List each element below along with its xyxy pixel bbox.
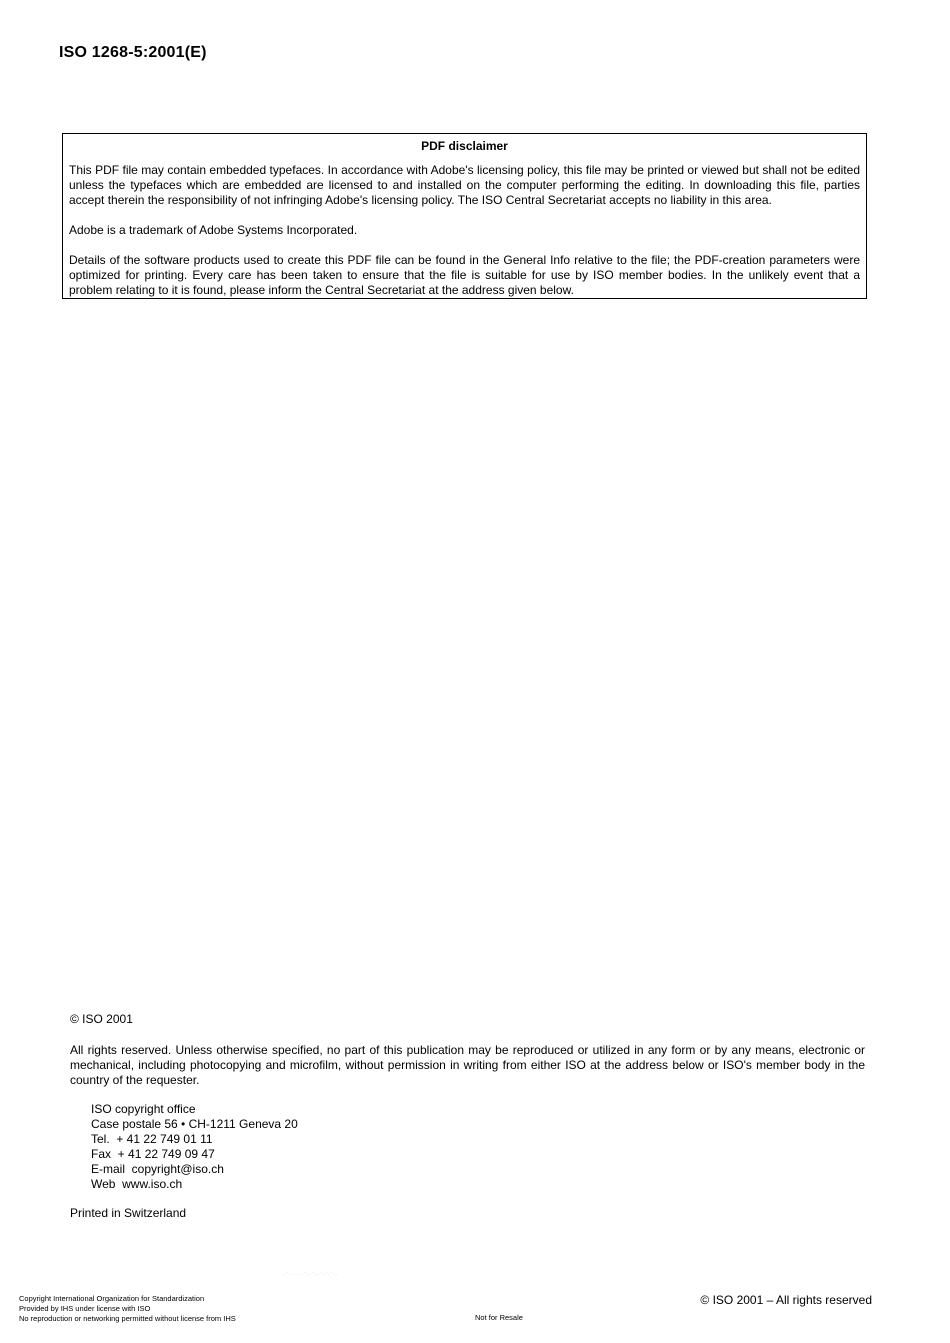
copyright-office-address — [91, 1102, 865, 1192]
document-id: ISO 1268-5:2001(E) — [59, 44, 207, 61]
footer-copyright: © ISO 2001 – All rights reserved — [700, 1293, 872, 1307]
address-line: ISO copyright office — [91, 1102, 196, 1116]
rights-statement: All rights reserved. Unless otherwise specified, no part of this publication may be reproduced or utilized in any form or by any means, electronic or mechanical, including photocopying and microfilm, without permission in writing from either ISO at the address below or ISO's member body in the country of the requester. — [70, 1043, 865, 1087]
pdf-disclaimer-box — [62, 133, 867, 299]
footer-line: Provided by IHS under license with ISO — [19, 1304, 151, 1313]
footer-license-notice — [19, 1294, 236, 1324]
address-line: E-mail copyright@iso.ch — [91, 1162, 224, 1176]
footer-line: No reproduction or networking permitted without license from IHS — [19, 1314, 236, 1323]
footer-line: Copyright International Organization for Standardization — [19, 1294, 205, 1303]
disclaimer-paragraph: This PDF file may contain embedded typefaces. In accordance with Adobe's licensing policy, this file may be printed or viewed but shall not be edited unless the typefaces which are embedded are licensed to and installed on the computer performing the editing. In downloading this file, parties accept therein the responsibility of not infringing Adobe's licensing policy. The ISO Central Secretariat accepts no liability in this area. — [69, 163, 860, 207]
disclaimer-paragraph: Details of the software products used to create this PDF file can be found in the General Info relative to the file; the PDF-creation parameters were optimized for printing. Every care has been taken to ensure that the file is suitable for use by ISO member bodies. In the unlikely event that a problem relating to it is found, please inform the Central Secretariat at the address given below. — [69, 253, 860, 297]
disclaimer-paragraph: Adobe is a trademark of Adobe Systems Incorporated. — [69, 223, 358, 237]
printed-in: Printed in Switzerland — [70, 1206, 187, 1220]
footer-not-for-resale: Not for Resale — [475, 1313, 523, 1322]
address-line: Case postale 56 • CH-1211 Geneva 20 — [91, 1117, 298, 1131]
address-line: Fax + 41 22 749 09 47 — [91, 1147, 215, 1161]
address-line: Tel. + 41 22 749 01 11 — [91, 1132, 213, 1146]
address-line: Web www.iso.ch — [91, 1177, 183, 1191]
copyright-section — [70, 1012, 865, 1221]
disclaimer-title: PDF disclaimer — [421, 139, 508, 153]
faint-watermark-mark: ··'·····'··'··'·'·'·· — [281, 1272, 339, 1278]
copyright-line: © ISO 2001 — [70, 1012, 133, 1026]
